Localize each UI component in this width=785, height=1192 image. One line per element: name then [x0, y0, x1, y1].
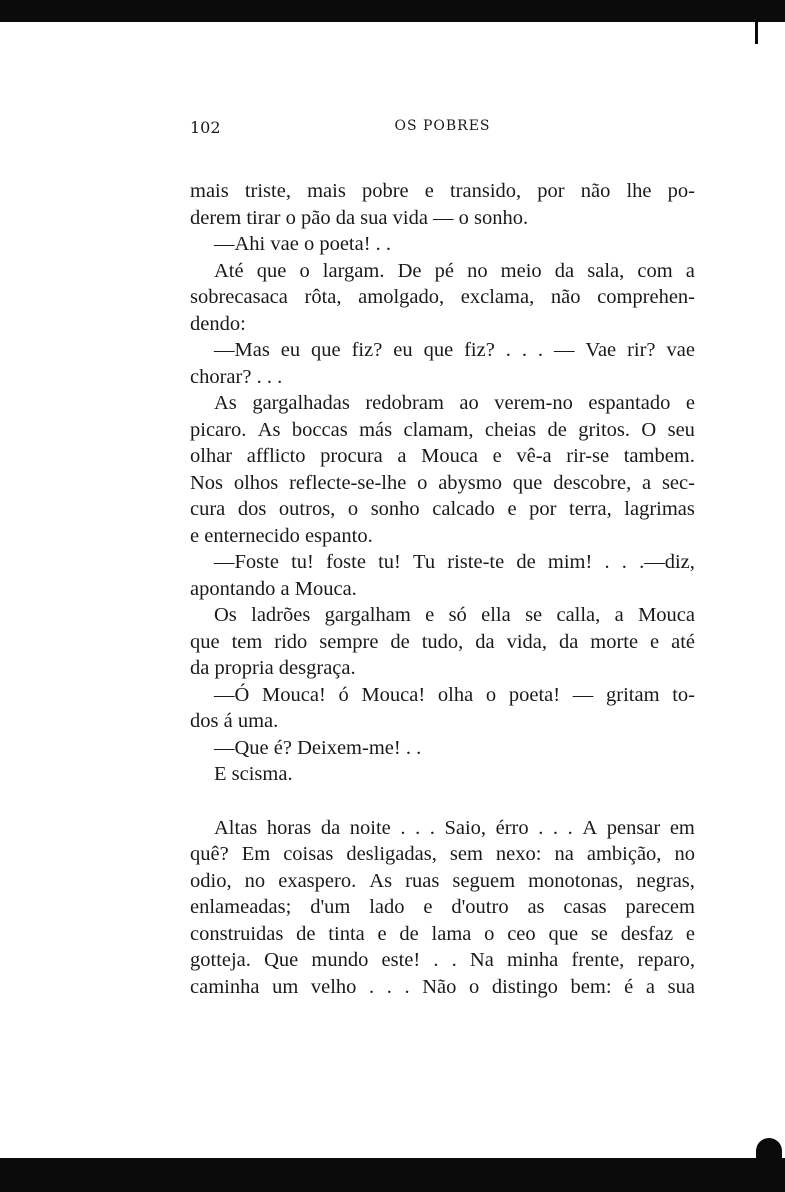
- paragraph: [190, 602, 695, 682]
- running-title: OS POBRES: [394, 118, 491, 134]
- page-number: 102: [190, 118, 221, 137]
- text-line: olhar afflicto procura a Mouca e vê-a rir-se tambem.: [190, 445, 695, 467]
- text-line: picaro. As boccas más clamam, cheias de gritos. O seu: [190, 418, 695, 441]
- scan-top-mark: [755, 20, 758, 44]
- paragraph: [190, 390, 695, 549]
- text-line: mais triste, mais pobre e transido, por não lhe po-: [190, 180, 695, 202]
- text-line: e enternecido espanto.: [190, 524, 373, 547]
- scan-bottom-mark: [756, 1138, 782, 1164]
- text-line: chorar? . . .: [190, 365, 283, 388]
- text-line: derem tirar o pão da sua vida — o sonho.: [190, 206, 529, 229]
- paragraph: [190, 815, 695, 1001]
- text-line: —Que é? Deixem-me! . .: [214, 736, 422, 759]
- text-line: cura dos outros, o sonho calcado e por terra, lagrimas: [190, 498, 695, 520]
- paragraph: [190, 735, 695, 762]
- paragraph: [190, 258, 695, 338]
- text-line: Altas horas da noite . . . Saio, érro . . . A pensar em: [214, 816, 695, 839]
- text-line: enlameadas; d'um lado e d'outro as casas parecem: [190, 896, 695, 918]
- text-line: Até que o largam. De pé no meio da sala, com a: [214, 259, 695, 282]
- text-line: que tem rido sempre de tudo, da vida, da morte e até: [190, 630, 695, 653]
- text-line: —Ó Mouca! ó Mouca! olha o poeta! — gritam to-: [214, 683, 695, 706]
- text-line: da propria desgraça.: [190, 657, 356, 679]
- section-break: [190, 788, 695, 815]
- text-line: —Ahi vae o poeta! . .: [214, 233, 392, 255]
- text-line: Nos olhos reflecte-se-lhe o abysmo que descobre, a sec-: [190, 471, 695, 494]
- text-line: gotteja. Que mundo este! . . Na minha frente, reparo,: [190, 949, 695, 971]
- text-line: apontando a Mouca.: [190, 577, 357, 600]
- scan-bottom-border: [0, 1158, 785, 1192]
- text-line: dos á uma.: [190, 710, 279, 732]
- text-line: caminha um velho . . . Não o distingo bem: é a sua: [190, 975, 695, 998]
- text-line: sobrecasaca rôta, amolgado, exclama, não comprehen-: [190, 286, 695, 308]
- body-text: [190, 178, 695, 1000]
- text-line: quê? Em coisas desligadas, sem nexo: na ambição, no: [190, 843, 695, 865]
- text-line: construidas de tinta e de lama o ceo que se desfaz e: [190, 922, 695, 945]
- paragraph: [190, 549, 695, 602]
- text-line: —Foste tu! foste tu! Tu riste-te de mim! . . .—diz,: [214, 551, 695, 573]
- text-line: odio, no exaspero. As ruas seguem monotonas, negras,: [190, 869, 695, 892]
- text-line: Os ladrões gargalham e só ella se calla, a Mouca: [214, 604, 695, 626]
- text-line: dendo:: [190, 312, 246, 335]
- paragraph: [190, 761, 695, 788]
- scan-top-border: [0, 0, 785, 22]
- paragraph: [190, 178, 695, 231]
- paragraph: [190, 231, 695, 258]
- paragraph: [190, 337, 695, 390]
- text-line: —Mas eu que fiz? eu que fiz? . . . — Vae rir? vae: [214, 339, 695, 361]
- page-header: [190, 118, 695, 138]
- text-line: E scisma.: [214, 763, 293, 785]
- text-line: As gargalhadas redobram ao verem-no espantado e: [214, 392, 695, 414]
- paragraph: [190, 682, 695, 735]
